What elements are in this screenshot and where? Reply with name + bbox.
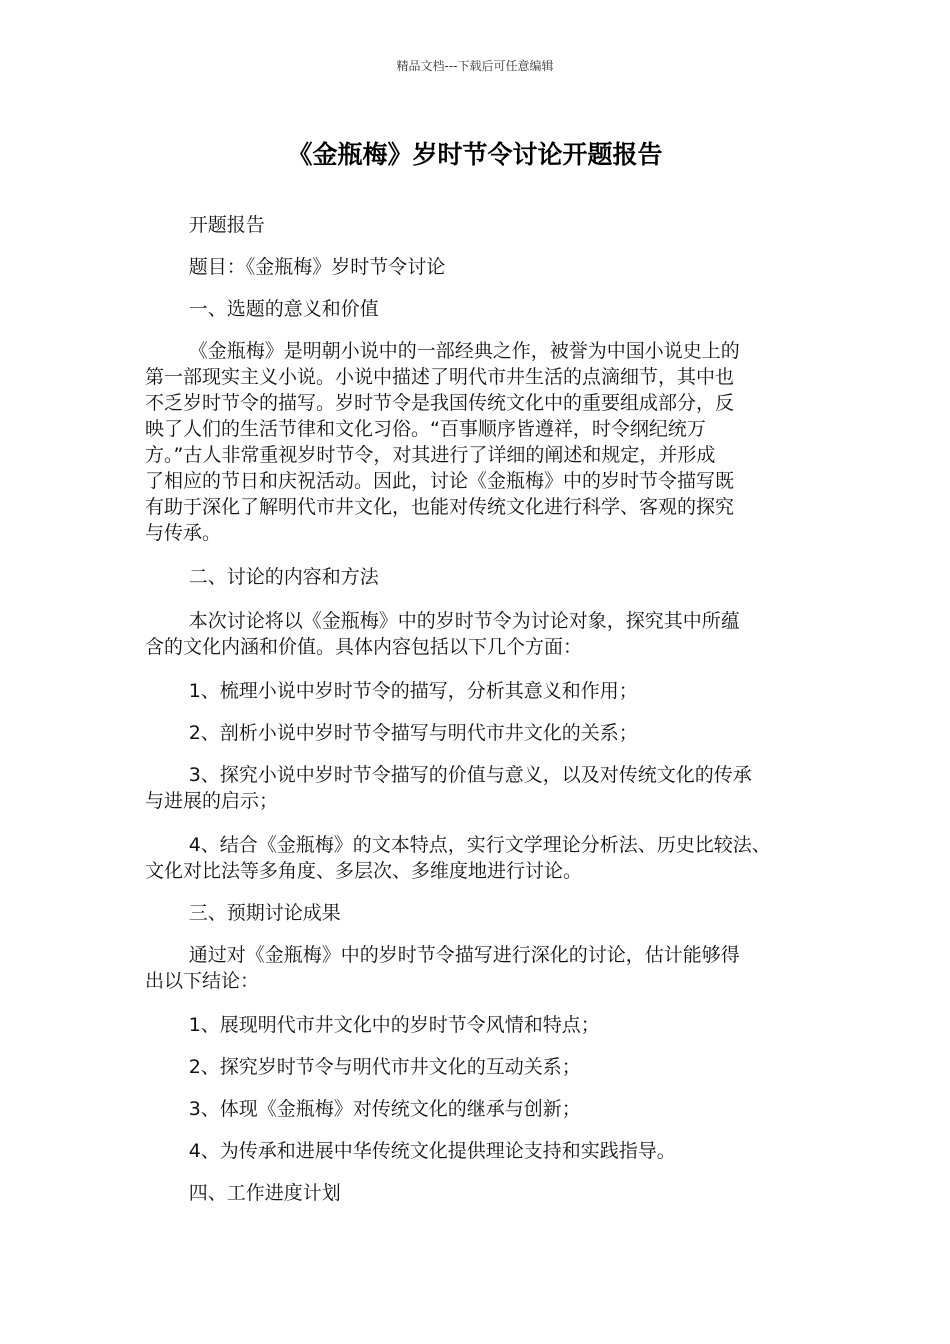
heading-section-3: 三、预期讨论成果 — [188, 902, 341, 924]
page-header: 精品文档---下载后可任意编辑 — [396, 59, 554, 73]
list-item-content-3: 3、探究小说中岁时节令描写的价值与意义，以及对传统文化的传承 与进展的启示； — [145, 764, 752, 812]
list-item-result-2: 2、探究岁时节令与明代市井文化的互动关系； — [188, 1056, 581, 1078]
list-item-result-3: 3、体现《金瓶梅》对传统文化的继承与创新； — [188, 1098, 581, 1120]
paragraph-topic: 题目：《金瓶梅》岁时节令讨论 — [188, 256, 446, 278]
heading-section-1: 一、选题的意义和价值 — [188, 298, 379, 320]
paragraph-expected-results: 通过对《金瓶梅》中的岁时节令描写进行深化的讨论，估计能够得 出以下结论： — [145, 944, 740, 992]
list-item-content-2: 2、剖析小说中岁时节令描写与明代市井文化的关系； — [188, 722, 638, 744]
list-item-result-1: 1、展现明代市井文化中的岁时节令风情和特点； — [188, 1014, 600, 1036]
list-item-content-1: 1、梳理小说中岁时节令的描写，分析其意义和作用； — [188, 680, 638, 702]
heading-section-2: 二、讨论的内容和方法 — [188, 566, 379, 588]
document-title: 《金瓶梅》岁时节令讨论开题报告 — [287, 140, 663, 169]
paragraph-report-label: 开题报告 — [188, 214, 265, 236]
paragraph-significance: 《金瓶梅》是明朝小说中的一部经典之作，被誉为中国小说史上的 第一部现实主义小说。小说中描述了明代市井生活的点滴细节，其中也 不乏岁时节令的描写。岁时节令是我国传统文化中的重要组成部分，反 映了人们的生活节律和文化习俗。“百事顺序皆遵祥，时令纲纪统万 方。”古人非常重视岁时节令，对其进行了详细的阐述和规定，并形成 了相应的节日和庆祝活动。因此，讨论《金瓶梅》中的岁时节令描写既 有助于深化了解明代市井文化，也能对传统文化进行科学、客观的探究 与传承。 — [145, 340, 740, 544]
paragraph-research-content: 本次讨论将以《金瓶梅》中的岁时节令为讨论对象，探究其中所蕴 含的文化内涵和价值。具体内容包括以下几个方面： — [145, 610, 740, 658]
list-item-result-4: 4、为传承和进展中华传统文化提供理论支持和实践指导。 — [188, 1140, 676, 1162]
document-body — [145, 212, 820, 1206]
heading-section-4: 四、工作进度计划 — [188, 1182, 341, 1204]
list-item-content-4: 4、结合《金瓶梅》的文本特点，实行文学理论分析法、历史比较法、 文化对比法等多角度、多层次、多维度地进行讨论。 — [145, 834, 771, 882]
